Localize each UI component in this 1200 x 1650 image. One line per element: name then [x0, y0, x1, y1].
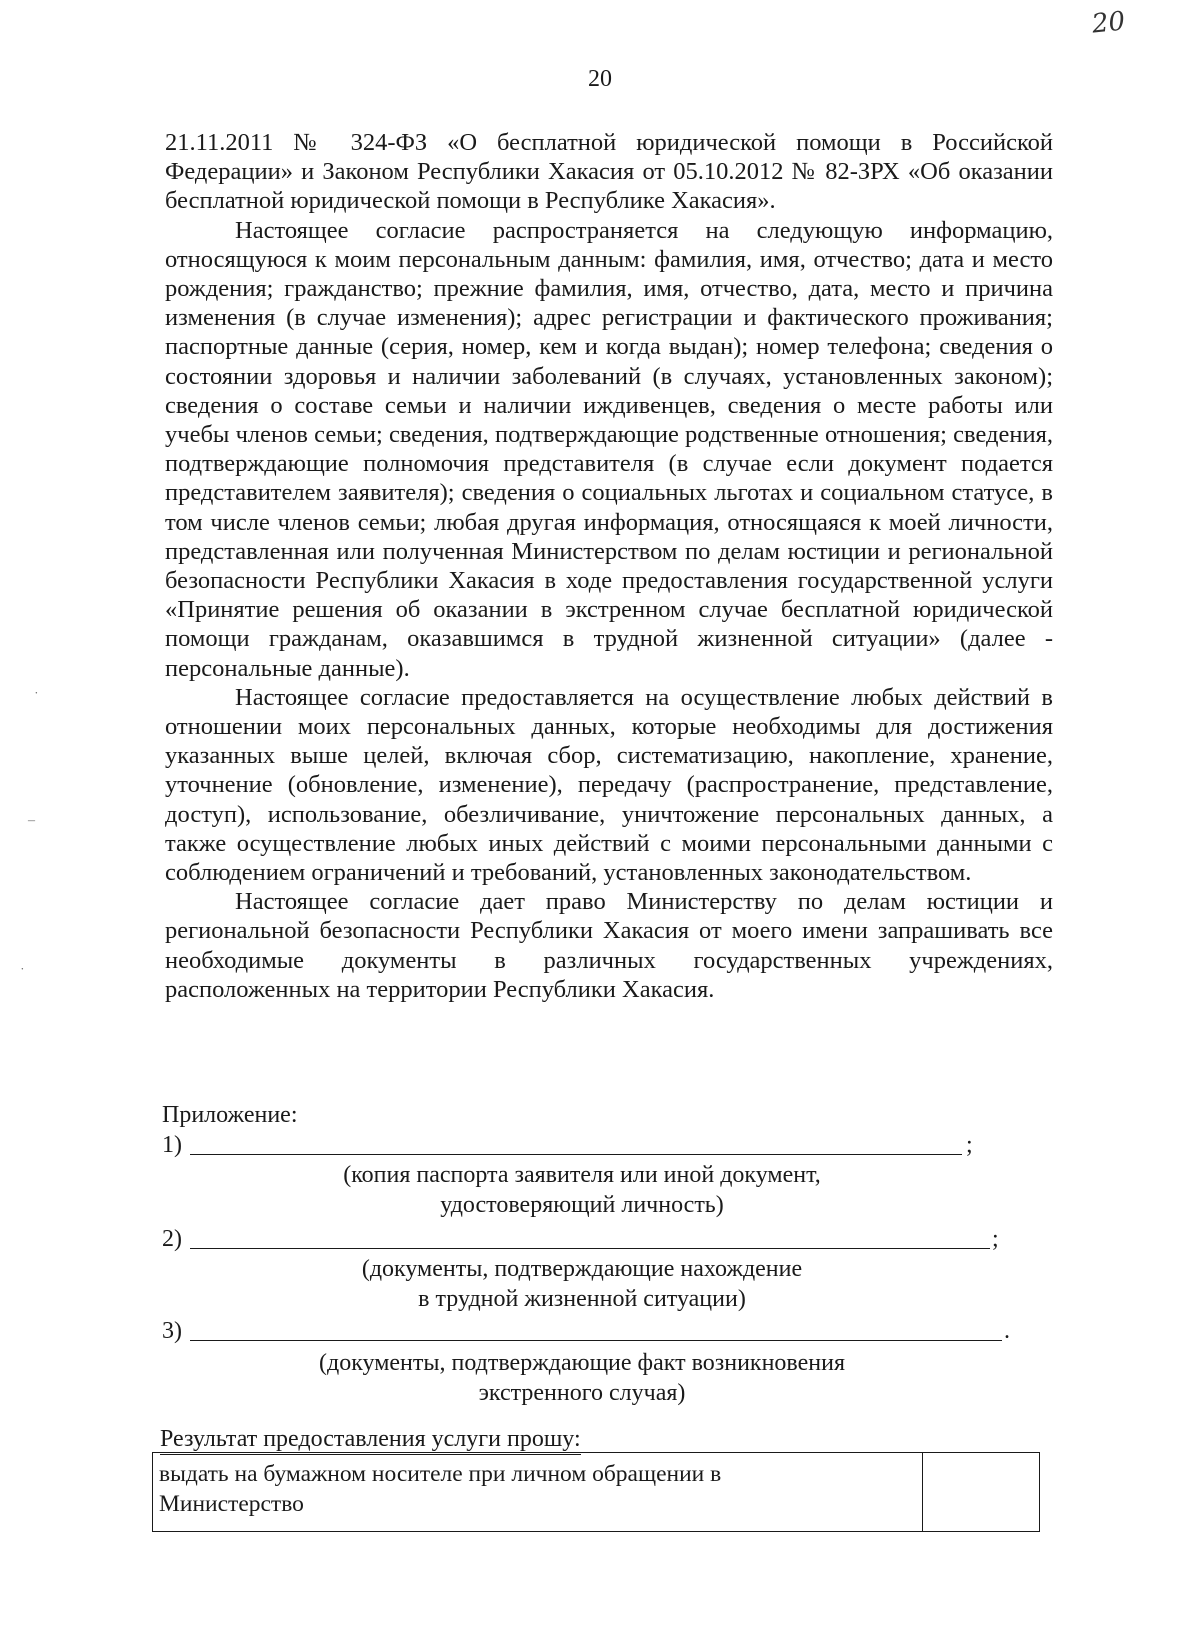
attachment-caption-line: удостоверяющий личность)	[440, 1192, 724, 1218]
result-option-paper	[153, 1453, 923, 1531]
attachment-caption-line: экстренного случая)	[478, 1380, 686, 1406]
attachment-caption-line: (документы, подтверждающие факт возникновения	[319, 1350, 845, 1376]
result-label: Результат предоставления услуги прошу:	[160, 1424, 581, 1455]
result-option-checkbox[interactable]	[923, 1453, 1039, 1531]
result-options-table	[152, 1452, 1040, 1532]
appendix-title: Приложение:	[162, 1102, 298, 1128]
attachment-number: 2)	[162, 1226, 182, 1252]
attachment-end-mark: .	[1004, 1318, 1010, 1344]
attachment-end-mark: ;	[966, 1132, 973, 1158]
paragraph-law-reference: 21.11.2011 № 324-ФЗ «О бесплатной юридической помощи в Российской Федерации» и Законом Республики Хакасия от 05.10.2012 № 82-ЗРХ «Об оказании бесплатной юридической помощи в Республике Хакасия».	[165, 129, 1053, 215]
paragraph-data-scope: Настоящее согласие распространяется на следующую информацию, относящуюся к моим персональным данным: фамилия, имя, отчество; дата и место рождения; гражданство; прежние фамилия, имя, отчество, дата, место и причина изменения (в случае изменения); адрес регистрации и фактического проживания; паспортные данные (серия, номер, кем и когда выдан); номер телефона; сведения о состоянии здоровья и наличии заболеваний (в случаях, установленных законом); сведения о составе семьи и наличии иждивенцев, сведения о месте работы или учебы членов семьи; сведения, подтверждающие родственные отношения; сведения, подтверждающие полномочия представителя (в случае если документ подается представителем заявителя); сведения о социальных льготах и социальном статусе, в том числе членов семьи; любая другая информация, относящаяся к моей личности, представленная или полученная Министерством по делам юстиции и региональной безопасности Республики Хакасия в ходе предоставления государственной услуги «Принятие решения об оказании в экстренном случае бесплатной юридической помощи гражданам, оказавшимся в трудной жизненной ситуации» (далее - персональные данные).	[165, 216, 1053, 682]
attachment-caption-1	[132, 1160, 1032, 1220]
attachment-number: 1)	[162, 1132, 182, 1158]
handwritten-page-number: 20	[1090, 6, 1127, 40]
page-number: 20	[588, 66, 612, 92]
attachment-end-mark: ;	[992, 1226, 999, 1252]
attachment-row-2	[162, 1224, 1002, 1254]
attachment-row-3	[162, 1316, 1012, 1346]
attachment-fill-line-2[interactable]	[190, 1248, 990, 1249]
scan-speck: ˙	[34, 690, 39, 705]
attachment-caption-line: (копия паспорта заявителя или иной документ,	[343, 1162, 821, 1188]
scan-speck: ˙	[20, 966, 25, 981]
attachment-fill-line-1[interactable]	[190, 1154, 962, 1155]
attachment-caption-2	[132, 1254, 1032, 1314]
paragraph-document-requests: Настоящее согласие дает право Министерству по делам юстиции и региональной безопасности Республики Хакасия от моего имени запрашивать все необходимые документы в различных государственных учреждениях, расположенных на территории Республики Хакасия.	[165, 888, 1053, 1003]
attachment-fill-line-3[interactable]	[190, 1340, 1002, 1341]
scan-speck: ¯	[28, 820, 35, 835]
result-option-text: выдать на бумажном носителе при личном обращении в	[159, 1461, 722, 1487]
paragraph-data-actions: Настоящее согласие предоставляется на осуществление любых действий в отношении моих персональных данных, которые необходимы для достижения указанных выше целей, включая сбор, систематизацию, накопление, хранение, уточнение (обновление, изменение), передачу (распространение, представление, доступ), использование, обезличивание, уничтожение персональных данных, а также осуществление любых иных действий с моими персональными данными с соблюдением ограничений и требований, установленных законодательством.	[165, 683, 1053, 887]
attachment-caption-3	[132, 1348, 1032, 1408]
attachment-caption-line: (документы, подтверждающие нахождение	[361, 1256, 803, 1282]
attachment-caption-line: в трудной жизненной ситуации)	[418, 1286, 746, 1312]
attachment-row-1	[162, 1130, 982, 1160]
attachment-number: 3)	[162, 1318, 182, 1344]
consent-body	[165, 128, 1053, 1004]
result-option-text: Министерство	[159, 1491, 304, 1517]
